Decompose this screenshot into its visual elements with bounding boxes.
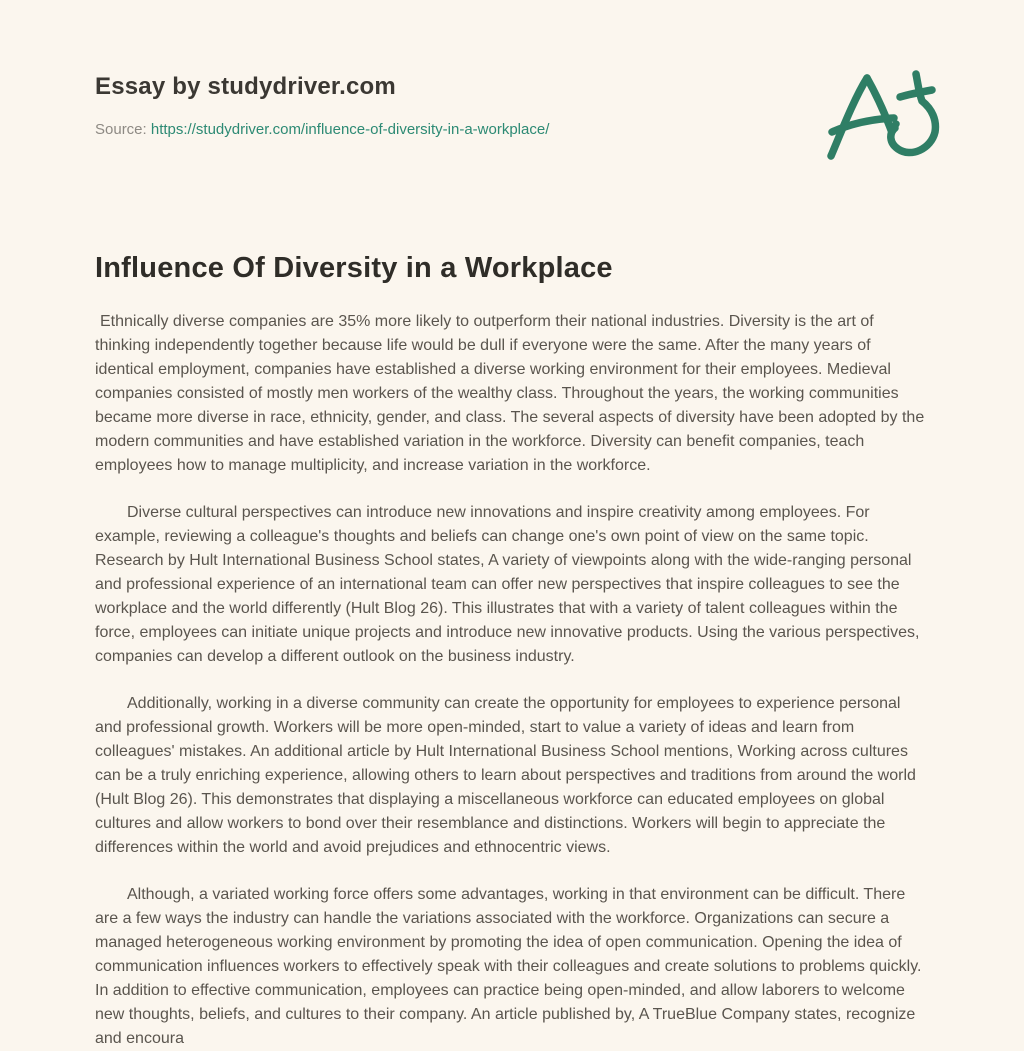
essay-paragraph-2: Diverse cultural perspectives can introduce new innovations and inspire creativity among employees. For example, reviewing a colleague's thoughts and beliefs can change one's own point of view on the same topic. Research by Hult International Business School states, A variety of viewpoints along with the wide-ranging personal and professional experience of an international team can offer new perspectives that inspire colleagues to see the workplace and the world differently (Hult Blog 26). This illustrates that with a variety of talent colleagues within the force, employees can initiate unique projects and introduce new innovative products. Using the various perspectives, companies can develop a different outlook on the business industry. xyxy=(95,504,920,665)
essay-paragraph-1: Ethnically diverse companies are 35% more likely to outperform their national industries. Diversity is the art of thinking independently together because life would be dull if everyone were the same. After the many years of identical employment, companies have established a diverse working environment for their employees. Medieval companies consisted of mostly men workers of the wealthy class. Throughout the years, the working communities became more diverse in race, ethnicity, gender, and class. The several aspects of diversity have been adopted by the modern communities and have established variation in the workforce. Diversity can benefit companies, teach employees how to manage multiplicity, and increase variation in the workforce. xyxy=(95,313,925,474)
site-header-title: Essay by studydriver.com xyxy=(95,73,396,100)
source-row xyxy=(95,120,929,139)
essay-paragraph-4: Although, a variated working force offers some advantages, working in that environment can be difficult. There are a few ways the industry can handle the variations associated with the workforce. Organizations can secure a managed heterogeneous working environment by promoting the idea of open communication. Opening the idea of communication influences workers to effectively speak with their colleagues and create solutions to problems quickly. In addition to effective communication, employees can practice being open-minded, and allow laborers to welcome new thoughts, beliefs, and cultures to their company. An article published by, A TrueBlue Company states, recognize and encoura xyxy=(95,886,922,1047)
studydriver-logo xyxy=(816,57,946,177)
essay-title: Influence Of Diversity in a Workplace xyxy=(95,252,613,284)
essay-paragraph-3: Additionally, working in a diverse community can create the opportunity for employees to experience personal and professional growth. Workers will be more open-minded, start to value a variety of ideas and learn from colleagues' mistakes. An additional article by Hult International Business School mentions, Working across cultures can be a truly enriching experience, allowing others to learn about perspectives and traditions from around the world (Hult Blog 26). This demonstrates that displaying a miscellaneous workforce can educated employees on global cultures and allow workers to bond over their resemblance and distinctions. Workers will begin to appreciate the differences within the world and avoid prejudices and ethnocentric views. xyxy=(95,695,916,856)
source-label: Source: xyxy=(95,121,147,138)
source-link[interactable]: https://studydriver.com/influence-of-diversity-in-a-workplace/ xyxy=(150,121,550,138)
a-plus-logo-icon xyxy=(816,57,946,177)
